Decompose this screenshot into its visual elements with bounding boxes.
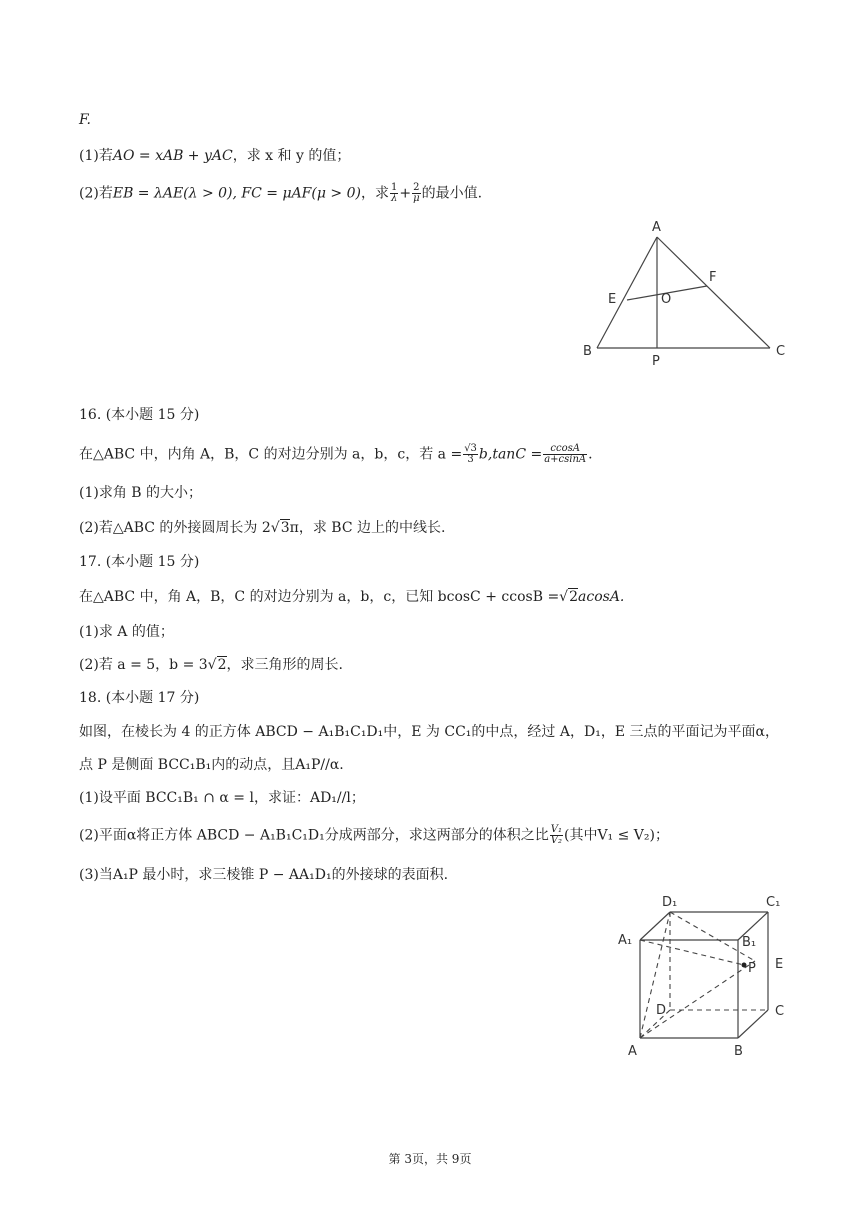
label-a1: A₁ bbox=[618, 933, 633, 948]
q16-part2-prefix: (2)若△ABC 的外接圆周长为 2 bbox=[79, 520, 271, 536]
q18-part1: (1)设平面 BCC₁B₁ ∩ α = l，求证：AD₁//l； bbox=[79, 790, 365, 806]
q15-part2 bbox=[79, 183, 482, 204]
label-a-cube: A bbox=[628, 1044, 637, 1059]
q16-header: 16. (本小题 15 分) bbox=[79, 407, 200, 423]
q18-stem-line2: 点 P 是侧面 BCC₁B₁内的动点，且A₁P//α. bbox=[79, 757, 344, 773]
label-d: D bbox=[656, 1003, 667, 1018]
label-p-cube: P bbox=[748, 961, 756, 976]
dashed-a1-p bbox=[640, 940, 744, 965]
q17-header: 17. (本小题 15 分) bbox=[79, 554, 200, 570]
fraction-v1-over-v2: $\frac{\text{V₁}}{\text{V₂}}$ bbox=[550, 824, 562, 846]
q16-part2-suffix: π，求 BC 边上的中线长. bbox=[289, 520, 446, 536]
sqrt-3: 3 bbox=[280, 520, 290, 536]
label-c-cube: C bbox=[775, 1004, 785, 1019]
side-ac bbox=[657, 237, 770, 348]
q15-part1-suffix: ，求 x 和 y 的值； bbox=[232, 148, 351, 164]
q15-part2-prefix: (2)若 bbox=[79, 185, 113, 202]
q18-part2 bbox=[79, 825, 669, 846]
q15-part2-suffix: 的最小值. bbox=[421, 185, 483, 202]
fraction-2-over-mu: $\frac{2}{\mu}$ bbox=[413, 182, 420, 204]
label-b-cube: B bbox=[734, 1044, 743, 1059]
label-a: A bbox=[652, 220, 661, 235]
q15-part1 bbox=[79, 146, 350, 166]
point-p bbox=[742, 963, 747, 968]
cube-figure bbox=[610, 888, 800, 1068]
side-ab bbox=[597, 237, 657, 348]
q16-part1: (1)求角 B 的大小； bbox=[79, 485, 203, 501]
q17-part2-suffix: ，求三角形的周长. bbox=[226, 657, 343, 673]
q15-part1-formula: AO = xAB + yAC bbox=[112, 148, 233, 164]
label-e-cube: E bbox=[775, 957, 784, 972]
q16-stem bbox=[79, 444, 593, 465]
plus-sign: + bbox=[399, 185, 412, 202]
label-p: P bbox=[652, 354, 660, 369]
q18-part3: (3)当A₁P 最小时，求三棱锥 P − AA₁D₁的外接球的表面积. bbox=[79, 867, 449, 883]
label-b: B bbox=[583, 344, 592, 359]
fraction-tanc: $\frac{ccosA}{a+csinA}$ bbox=[544, 443, 587, 465]
q18-part2-prefix: (2)平面α将正方体 ABCD − A₁B₁C₁D₁分成两部分，求这两部分的体积之比 bbox=[79, 827, 549, 844]
label-o: O bbox=[661, 292, 672, 307]
fraction-1-over-lambda: $\frac{1}{\lambda}$ bbox=[390, 182, 398, 204]
sqrt-2b: 2 bbox=[217, 657, 227, 673]
q17-part2: (2)若 a = 5，b = 3√2，求三角形的周长. bbox=[79, 657, 343, 673]
q16-part2: (2)若△ABC 的外接圆周长为 2√3π，求 BC 边上的中线长. bbox=[79, 520, 446, 536]
q16-stem-prefix: 在△ABC 中，内角 A，B，C 的对边分别为 a，b，c，若 a = bbox=[79, 446, 463, 463]
dashed-a-d1 bbox=[640, 912, 670, 1038]
edge-a1-d1 bbox=[640, 912, 670, 940]
label-b1: B₁ bbox=[742, 935, 757, 950]
edge-b-c bbox=[738, 1010, 768, 1038]
q15-part2-mid: ，求 bbox=[360, 185, 389, 202]
q15-part2-formula: EB = λAE(λ > 0), FC = μAF(μ > 0) bbox=[112, 185, 361, 202]
page-footer: 第 3页，共 9页 bbox=[388, 1152, 472, 1166]
q17-part1: (1)求 A 的值； bbox=[79, 624, 174, 640]
q15-part1-prefix: (1)若 bbox=[79, 148, 113, 164]
sqrt-2: 2 bbox=[569, 589, 579, 605]
q17-stem-prefix: 在△ABC 中，角 A，B，C 的对边分别为 a，b，c，已知 bcosC + ccosB = bbox=[79, 589, 560, 605]
triangle-figure bbox=[575, 215, 800, 375]
continued-text: F. bbox=[79, 112, 91, 128]
q18-part2-suffix: (其中V₁ ≤ V₂)； bbox=[563, 827, 669, 844]
label-d1: D₁ bbox=[662, 895, 678, 910]
q16-stem-suffix: . bbox=[588, 446, 593, 463]
q16-stem-mid: b,tanC = bbox=[478, 446, 543, 463]
q17-part2-prefix: (2)若 a = 5，b = 3 bbox=[79, 657, 208, 673]
q17-stem: 在△ABC 中，角 A，B，C 的对边分别为 a，b，c，已知 bcosC + ccosB =√2acosA. bbox=[79, 589, 625, 605]
label-e: E bbox=[608, 292, 617, 307]
label-f: F bbox=[709, 270, 717, 285]
q18-stem-line1: 如图，在棱长为 4 的正方体 ABCD − A₁B₁C₁D₁中，E 为 CC₁的中点，经过 A，D₁，E 三点的平面记为平面α， bbox=[79, 724, 779, 740]
q18-header: 18. (本小题 17 分) bbox=[79, 690, 200, 706]
label-c: C bbox=[776, 344, 786, 359]
label-c1: C₁ bbox=[766, 895, 781, 910]
q17-stem-suffix: acosA. bbox=[578, 589, 625, 605]
fraction-sqrt3-over-3: $\frac{√3}{3}$ bbox=[464, 443, 477, 465]
